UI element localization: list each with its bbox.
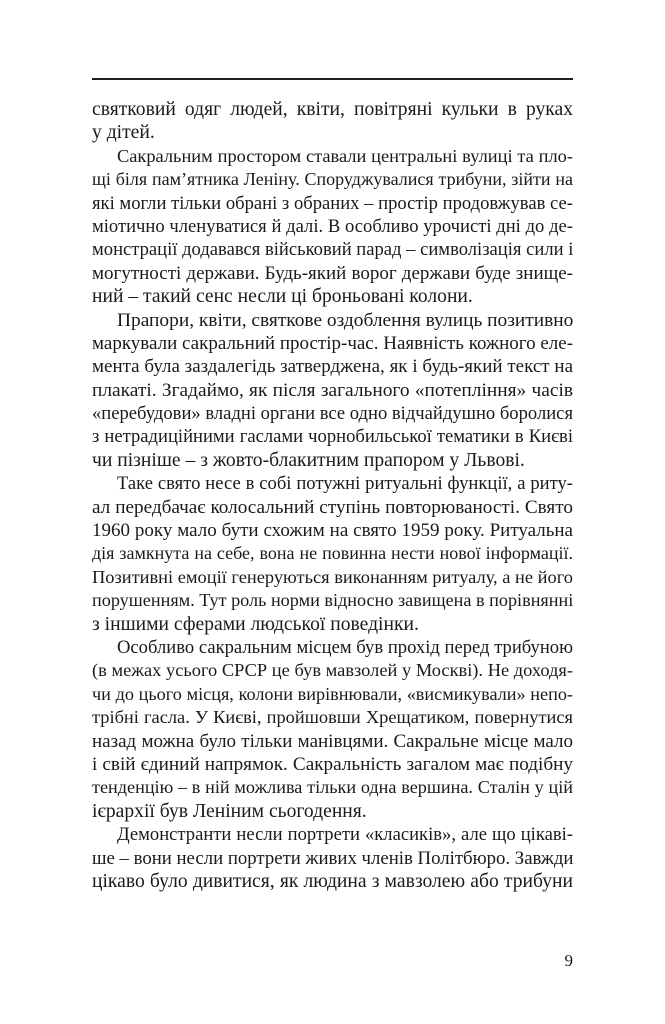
header-rule: [92, 78, 573, 80]
text-line: 1960 року мало бути схожим на свято 1959 року. Ритуальна: [92, 520, 573, 542]
text-line: назад можна було тільки манівцями. Сакральне місце мало: [92, 730, 573, 752]
paragraph: [92, 145, 573, 309]
text-line: плакаті. Згадаймо, як після загального «потепління» часів: [92, 379, 573, 401]
text-line: чи до цього місця, колони вирівнювали, «висмикували» непо-: [92, 683, 573, 704]
text-line: могутності держави. Будь-який ворог держави буде знище-: [92, 262, 573, 284]
text-line: монстрації додавався військовий парад – символізація сили і: [92, 239, 574, 261]
text-line: цікаво було дивитися, як людина з мавзолею або трибуни: [92, 870, 573, 892]
text-line: ний – такий сенс несли ці броньовані колони.: [92, 286, 473, 308]
text-line: Позитивні емоції генеруються виконанням ритуалу, а не його: [92, 566, 573, 587]
paragraph: [92, 823, 573, 893]
paragraph: [92, 309, 573, 473]
text-line: «перебудови» владні органи все одно відчайдушно боролися: [92, 403, 573, 425]
text-line: з іншими сферами людської поведінки.: [92, 613, 419, 635]
text-line: трібні гасла. У Києві, пройшовши Хрещатиком, повернутися: [92, 707, 573, 728]
text-line: у дітей.: [92, 122, 155, 144]
text-line: які могли тільки обрані з обраних – простір продовжував се-: [92, 192, 573, 214]
text-line: Особливо сакральним місцем був прохід перед трибуною: [117, 636, 573, 658]
text-line: Таке свято несе в собі потужні ритуальні функції, а риту-: [117, 473, 573, 495]
text-line: Сакральним простором ставали центральні вулиці та пло-: [117, 145, 573, 166]
page-number: 9: [564, 951, 573, 970]
text-line: дія замкнута на себе, вона не повинна нести нової інформації.: [92, 543, 573, 564]
text-line: (в межах усього СРСР це був мавзолей у Москві). Не доходя-: [92, 660, 573, 681]
text-line: порушенням. Тут роль норми відносно завищена в порівнянні: [92, 590, 574, 611]
text-line: Демонстранти несли портрети «класиків», але що цікаві-: [117, 824, 573, 846]
text-line: ше – вони несли портрети живих членів Політбюро. Завжди: [92, 847, 574, 869]
text-line: з нетрадиційними гаслами чорнобильської тематики в Києві: [92, 426, 573, 448]
text-line: і свій єдиний напрямок. Сакральність загалом має подібну: [92, 753, 573, 775]
text-line: мента була заздалегідь затверджена, як і будь-який текст на: [92, 356, 573, 378]
paragraph: [92, 636, 573, 823]
text-line: міотично членуватися й далі. В особливо урочисті дні до де-: [92, 215, 573, 237]
text-line: щі біля пам’ятника Леніну. Споруджувалися трибуни, зійти на: [92, 169, 573, 190]
text-line: Прапори, квіти, святкове оздоблення вулиць позитивно: [117, 309, 574, 331]
text-line: чи пізніше – з жовто-блакитним прапором у Львові.: [92, 449, 525, 471]
text-line: святковий одяг людей, квіти, повітряні кульки в руках: [92, 99, 573, 120]
text-line: ал передбачає колосальний ступінь повторюваності. Свято: [92, 496, 573, 518]
paragraph: [92, 472, 573, 636]
paragraph: [92, 98, 573, 145]
body-text: [92, 98, 573, 893]
text-line: маркували сакральний простір-час. Наявність кожного еле-: [92, 332, 574, 354]
text-line: тенденцію – в ній можлива тільки одна вершина. Сталін у цій: [92, 777, 573, 798]
text-line: ієрархії був Леніним сьогодення.: [92, 800, 367, 822]
